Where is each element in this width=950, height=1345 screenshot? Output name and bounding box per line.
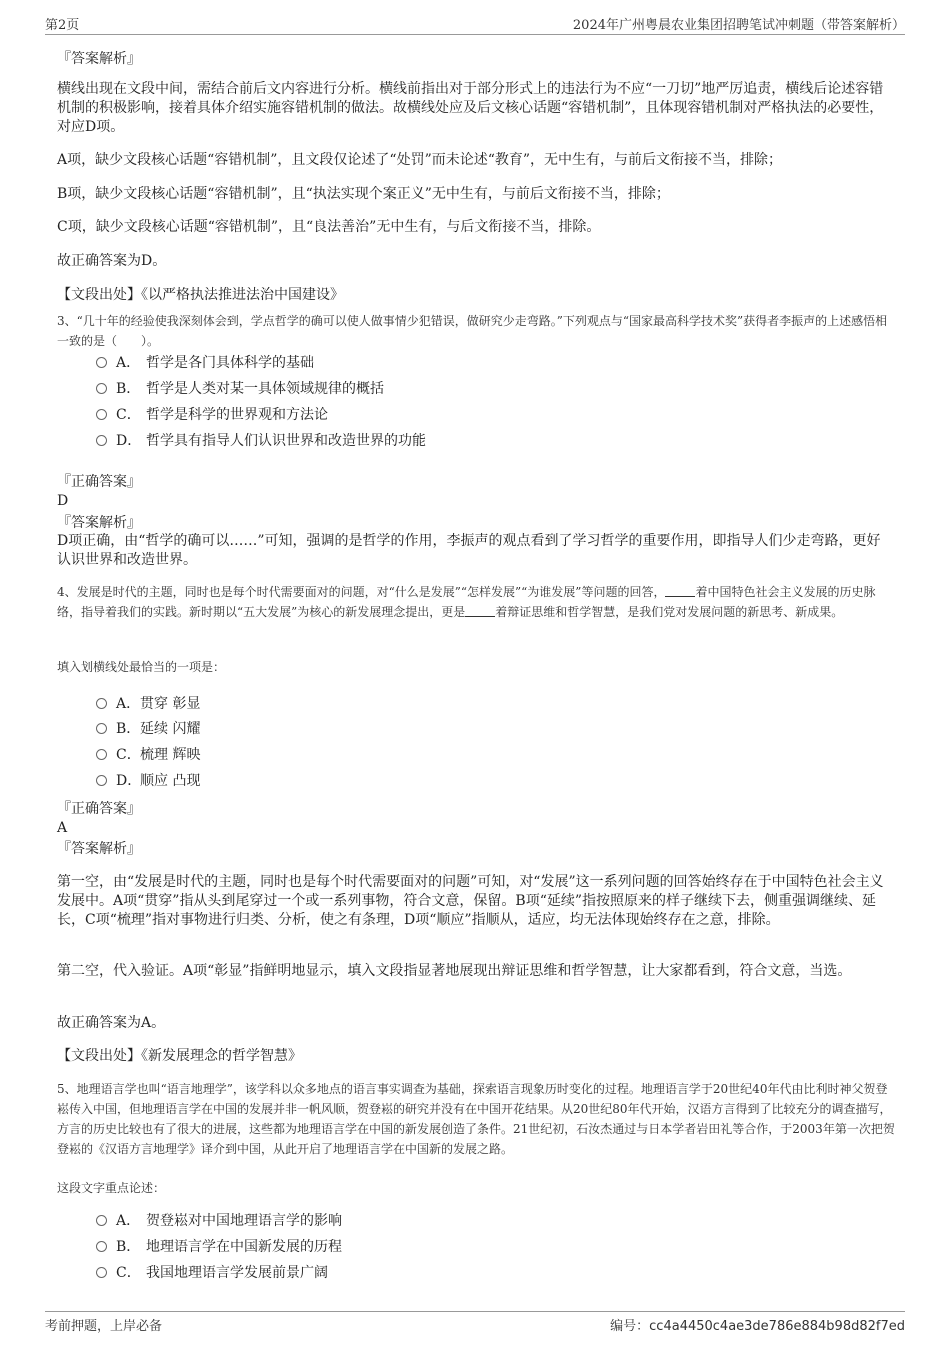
document-code: 编号：cc4a4450c4ae3de786e884b98d82f7ed — [610, 1319, 905, 1334]
q5-option-a[interactable]: A． 贺登崧对中国地理语言学的影响 — [96, 1212, 342, 1230]
q3-option-d[interactable]: D． 哲学具有指导人们认识世界和改造世界的功能 — [96, 432, 426, 450]
q3-answer: D — [57, 493, 69, 509]
q4-option-c[interactable]: C．梳理 辉映 — [96, 746, 200, 764]
q4-analysis-paragraph-1: 第一空，由“发展是时代的主题，同时也是每个时代需要面对的问题”可知，对“发展”这一系列问题的回答始终存在于中国特色社会主义发展中。A项“贯穿”指从头到尾穿过一个或一系列事物，符合文意，保留。B项“延续”指按照原来的样子继续下去，侧重强调继续、延长，C项“梳理”指对事物进行归类、分析，使之有条理，D项“顺应”指顺从，适应，均无法体现始终存在之意，排除。 — [57, 874, 884, 928]
q3-analysis-title: 『答案解析』 — [57, 515, 141, 531]
document-title: 2024年广州粤晨农业集团招聘笔试冲刺题（带答案解析） — [572, 18, 905, 33]
radio-icon[interactable] — [96, 723, 107, 734]
q2-analysis-option-a: A项，缺少文段核心话题“容错机制”，且文段仅论述了“处罚”而未论述“教育”，无中生有，与前后文衔接不当，排除； — [57, 152, 783, 168]
q5-stem: 5、地理语言学也叫“语言地理学”，该学科以众多地点的语言事实调查为基础，探索语言现象历时变化的过程。地理语言学于20世纪40年代由比利时神父贺登崧传入中国，但地理语言学在中国的发展并非一帆风顺，贺登崧的研究并没有在中国开花结果。从20世纪80年代开始，汉语方言得到了比较充分的调查描写，方言的历史比较也有了很大的进展，这些都为地理语言学在中国的新发展创造了条件。21世纪初，石汝杰通过与日本学者岩田礼等合作，于2003年第一次把贺登崧的《汉语方言地理学》译介到中国，从此开启了地理语言学在中国新的发展之路。 — [57, 1082, 895, 1156]
q3-analysis: D项正确，由“哲学的确可以……”可知，强调的是哲学的作用，李振声的观点看到了学习哲学的重要作用，即指导人们少走弯路，更好认识世界和改造世界。 — [57, 533, 881, 568]
radio-icon[interactable] — [96, 383, 107, 394]
page-number: 第2页 — [45, 18, 80, 33]
q2-source: 【文段出处】《以严格执法推进法治中国建设》 — [57, 287, 344, 303]
q4-analysis-title: 『答案解析』 — [57, 841, 141, 857]
q4-option-b[interactable]: B．延续 闪耀 — [96, 720, 200, 738]
radio-icon[interactable] — [96, 435, 107, 446]
q3-option-c[interactable]: C． 哲学是科学的世界观和方法论 — [96, 406, 328, 424]
q5-option-b[interactable]: B． 地理语言学在中国新发展的历程 — [96, 1238, 342, 1256]
q3-option-b[interactable]: B． 哲学是人类对某一具体领域规律的概括 — [96, 380, 384, 398]
q2-analysis-option-c: C项，缺少文段核心话题“容错机制”，且“良法善治”无中生有，与后文衔接不当，排除。 — [57, 219, 601, 235]
q4-answer: A — [57, 820, 68, 836]
q2-conclusion: 故正确答案为D。 — [57, 253, 167, 269]
page-footer — [45, 1311, 905, 1340]
q4-option-a[interactable]: A．贯穿 彰显 — [96, 695, 200, 713]
q2-analysis-paragraph: 横线出现在文段中间，需结合前后文内容进行分析。横线前指出对于部分形式上的违法行为不应“一刀切”地严厉追责，横线后论述容错机制的积极影响，接着具体介绍实施容错机制的做法。故横线处应及后文核心话题“容错机制”，且体现容错机制对严格执法的必要性，对应D项。 — [57, 81, 884, 135]
q5-prompt: 这段文字重点论述： — [57, 1181, 166, 1195]
q2-analysis-option-b: B项，缺少文段核心话题“容错机制”，且“执法实现个案正义”无中生有，与前后文衔接不当，排除； — [57, 186, 670, 202]
q3-answer-title: 『正确答案』 — [57, 474, 141, 490]
q4-answer-title: 『正确答案』 — [57, 801, 141, 817]
q5-option-c[interactable]: C． 我国地理语言学发展前景广阔 — [96, 1264, 328, 1282]
blank-2 — [465, 604, 495, 617]
q4-prompt: 填入划横线处最恰当的一项是： — [57, 660, 226, 674]
blank-1 — [665, 584, 695, 597]
q4-option-d[interactable]: D．顺应 凸现 — [96, 772, 200, 790]
radio-icon[interactable] — [96, 1215, 107, 1226]
q4-stem: 4、发展是时代的主题，同时也是每个时代需要面对的问题，对“什么是发展”“怎样发展”“为谁发展”等问题的回答， 着中国特色社会主义发展的历史脉络，指导着我们的实践。新时期以“五大发展”为核心的新发展理念提出，更是 着辩证思维和哲学智慧，是我们党对发展问题的新思考、新成果。 — [57, 585, 876, 619]
page-header — [45, 12, 905, 35]
q3-stem: 3、“几十年的经验使我深刻体会到，学点哲学的确可以使人做事情少犯错误，做研究少走弯路。”下列观点与“国家最高科学技术奖”获得者李振声的上述感悟相一致的是（ ）。 — [57, 314, 888, 348]
radio-icon[interactable] — [96, 409, 107, 420]
q4-analysis-paragraph-2: 第二空，代入验证。A项“彰显”指鲜明地显示，填入文段指显著地展现出辩证思维和哲学智慧，让大家都看到，符合文意，当选。 — [57, 963, 852, 979]
radio-icon[interactable] — [96, 698, 107, 709]
radio-icon[interactable] — [96, 775, 107, 786]
radio-icon[interactable] — [96, 749, 107, 760]
radio-icon[interactable] — [96, 1267, 107, 1278]
radio-icon[interactable] — [96, 357, 107, 368]
q4-conclusion: 故正确答案为A。 — [57, 1015, 166, 1031]
q3-option-a[interactable]: A． 哲学是各门具体科学的基础 — [96, 354, 314, 372]
q4-source: 【文段出处】《新发展理念的哲学智慧》 — [57, 1048, 302, 1064]
radio-icon[interactable] — [96, 1241, 107, 1252]
footer-slogan: 考前押题，上岸必备 — [45, 1319, 163, 1334]
q2-analysis-title: 『答案解析』 — [57, 51, 141, 67]
